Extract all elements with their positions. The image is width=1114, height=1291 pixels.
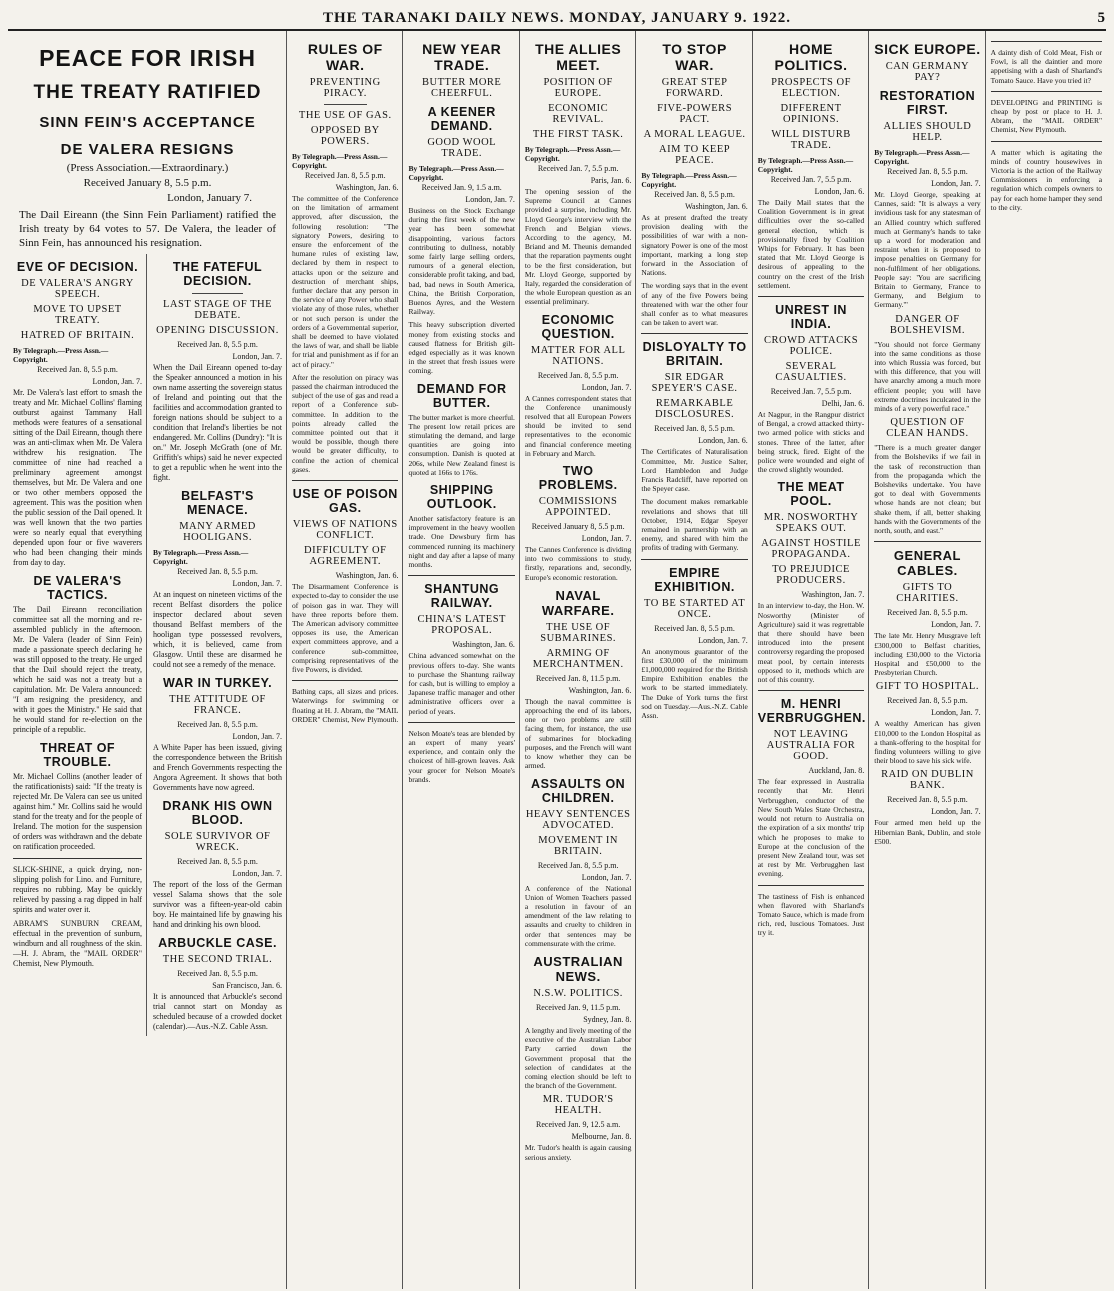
divider (758, 690, 864, 691)
dateline: London, Jan. 7. (232, 352, 283, 361)
article-body: China advanced somewhat on the previous offers to-day. She wants to purchase the Shantung railway for cash, but is willing to employ a Japanese traffic manager and other administrative officers over a period of years. (408, 651, 515, 716)
article-body: Business on the Stock Exchange during the first week of the new year has been somewhat disappointing, various factors contributing to dullness, notably some fairly large selling orders, rumours of a general election, considerable profit taking, and bad, bad, bad news in South America, China, the British Corporation, Buenos Ayres, and the Western Railway. (408, 206, 515, 317)
received-line: Received January 8, 5.5 p.m. (83, 177, 212, 189)
subhead: MOVE TO UPSET TREATY. (33, 304, 122, 326)
dateline: Melbourne, Jan. 8. (571, 1132, 632, 1142)
col1-right (153, 254, 282, 1036)
received-line: Received Jan. 8, 5.5 p.m. (887, 608, 968, 618)
divider (192, 293, 244, 294)
headline-drank-his-own-blood: DRANK HIS OWN BLOOD. (162, 799, 273, 827)
article-body: As at present drafted the treaty provision dealing with the possibilities of war with a non-signatory Power is one of the most important, marking a long step forward in the Association of Nations. (641, 213, 748, 278)
telegraph-line: By Telegraph.—Press Assn.—Copyright. (524, 145, 621, 163)
dateline: London, Jan. 7. (581, 382, 632, 392)
received-line: Received Jan. 9, 12.5 a.m. (536, 1120, 621, 1130)
received-line: Received Jan. 8, 5.5 p.m. (887, 795, 968, 805)
subhead: THE SECOND TRIAL. (162, 954, 273, 965)
column-new-year-trade (403, 31, 519, 1289)
headline-threat-of-trouble: THREAT OF TROUBLE. (39, 741, 116, 769)
received-line: Received Jan. 8, 5.5 p.m. (304, 171, 386, 180)
article-body: This heavy subscription diverted money from existing stocks and caused flatness for British gilt-edged especially as it was known in the street that fresh issues were coming. (408, 320, 515, 376)
telegraph-line: By Telegraph.—Press Assn.—Copyright. (292, 152, 388, 170)
article-body: A matter which is agitating the minds of country housewives in Victoria is the action of the Railway Commissioners in enforcing a regulation which compels owners to pay for each home hamper they send to the city. (990, 147, 1103, 212)
article-body: Mr. Lloyd George, speaking at Cannes, said: "It is always a very invidious task for any statesman of an Allied country which suffered much at Germany's hands to take up a word for moderation and restraint when it is proposed to impose penalties on Germany for non-fulfilment of her obligations. People say: 'You are sacrificing Britain to Germany, France to Germany, and Belgium to Germany.'" (874, 190, 981, 310)
headline-home-politics: HOME POLITICS. (774, 41, 848, 73)
article-body: At an inquest on nineteen victims of the recent Belfast disorders the police inspector declared about seven thousand Belfast members of the hooligan type possessed revolvers, which, it is believed, came from Glasgow. Until these are disarmed he could not see a remedy of the menace. (153, 590, 283, 669)
headline-belfasts-menace: BELFAST'S MENACE. (181, 489, 254, 517)
divider (292, 680, 398, 681)
divider (408, 722, 514, 723)
column-allies-meet (520, 31, 636, 1289)
dateline: London, Jan. 7. (92, 377, 143, 386)
article-body: Four armed men held up the Hibernian Bank, Dublin, and stole £500. (874, 818, 981, 846)
article-body: The Cannes Conference is dividing into two commissions to study, firstly, reparations and, secondly, Europe's economic restoration. (524, 545, 632, 582)
subhead: LAST STAGE OF THE DEBATE. (162, 299, 273, 321)
subhead-clean-hands: QUESTION OF CLEAN HANDS. (886, 417, 969, 440)
headline-peace-for-irish: PEACE FOR IRISH (39, 45, 256, 71)
headline-naval-warfare: NAVAL WARFARE. (541, 587, 615, 618)
article-body: Another satisfactory feature is an improvement in the heavy woollen trade. One Dewsbury firm has commenced running its machinery night and day after a lapse of many months. (408, 514, 515, 570)
headline-disloyalty-to-britain: DISLOYALTY TO BRITAIN. (642, 340, 747, 369)
headline-henri-verbrugghen: M. HENRI VERBRUGGHEN. (757, 697, 866, 726)
article-body: The Daily Mail states that the Coalition Government is in great difficulties over the so-called general election, which is provisionally fixed by Coalition Whips for February. It has been stated that Mr. Lloyd George is desirous of appealing to the country on the crest of the Irish settlement. (757, 198, 865, 290)
dateline: London, Jan. 7. (581, 534, 632, 544)
subhead: COMMISSIONS APPOINTED. (538, 496, 618, 519)
subhead: MR. NOSWORTHY SPEAKS OUT. (763, 512, 859, 535)
headline-assaults-on-children: ASSAULTS ON CHILDREN. (531, 776, 626, 805)
column-home-politics (753, 31, 869, 1289)
dateline: Delhi, Jan. 6. (821, 399, 865, 409)
article-body: When the Dail Eireann opened to-day the Speaker announced a motion in his own name asserting the sovereign status of Ireland and pointing out that the facilities and accommodation granted to foreign nations should be subject to a condition that Ireland's liberties be not endangered. Mr. Collins (Dundry): "It is on." Mr. Joseph McGrath (one of Mr. Griffith's whips) said he never expected to get a republic when he went into the fight. (153, 363, 283, 482)
headline-meat-pool: THE MEAT POOL. (777, 480, 845, 509)
col1-left (13, 254, 147, 1036)
subhead: THE USE OF SUBMARINES. (540, 621, 617, 644)
article-body: An anonymous guarantor of the first £30,000 of the minimum £1,000,000 required for the British Empire Exhibition enables the work to be started immediately. The Duke of York turns the first sod on Tuesday.—Aus.-N.Z. Cable Assn. (641, 646, 748, 721)
subhead: DE VALERA'S ANGRY SPEECH. (21, 278, 134, 300)
subhead: POSITION OF EUROPE. (543, 77, 613, 99)
subhead: VIEWS OF NATIONS CONFLICT. (292, 519, 398, 542)
article-body: The fear expressed in Australia recently that Mr. Henri Verbrugghen, conductor of the New South Wales State Orchestra, would not return to Australia on the expiration of a six months' trip which he proposes to make to Europe at the conclusion of the present New Zealand tour, was set at rest by Mr. Verbrugghen last evening. (757, 777, 865, 879)
divider (641, 333, 747, 334)
subhead: ARMING OF MERCHANTMEN. (532, 647, 624, 670)
subhead-raid-on-dublin-bank: RAID ON DUBLIN BANK. (881, 769, 974, 792)
headline-general-cables: GENERAL CABLES. (893, 548, 961, 579)
headline-two-problems: TWO PROBLEMS. (538, 464, 618, 493)
article-body: A White Paper has been issued, giving the correspondence between the British and French Governments respecting the Angora Agreement. It shows that both Governments have now agreed. (153, 743, 283, 792)
subhead: SEVERAL CASUALTIES. (775, 361, 847, 384)
headline-fateful-decision: THE FATEFUL DECISION. (172, 260, 263, 288)
headline-de-valeras-tactics: DE VALERA'S TACTICS. (33, 574, 122, 602)
telegraph-line: By Telegraph.—Press Assn.—Copyright. (153, 548, 249, 566)
article-body: At Nagpur, in the Rangpur district of Bengal, a crowd attacked thirty-two armed police with sticks and stones. Three of the latter, after being struck, fired. Eight of the police were wounded and eight of the crowd slightly wounded. (757, 410, 865, 475)
divider (758, 885, 864, 886)
received-line: Received Jan. 9, 1.5 a.m. (421, 183, 502, 192)
advert-sunburn-cream: ABRAM'S SUNBURN CREAM, effectual in the prevention of sunburn, windburn and all roughness of the skin.—H. J. Abram, the "MAIL ORDER" Chemist, New Plymouth. (13, 919, 143, 968)
headline-arbuckle-case: ARBUCKLE CASE. (158, 936, 277, 950)
subhead: SOLE SURVIVOR OF WRECK. (164, 831, 271, 853)
headline-australian-news: AUSTRALIAN NEWS. (533, 953, 623, 984)
dateline: London, Jan. 7. (931, 620, 981, 630)
subhead: MOVEMENT IN BRITAIN. (538, 834, 618, 857)
col1-split (13, 254, 282, 1036)
article-body: The report of the loss of the German vessel Salama shows that the sole survivor was a fifteen-year-old cabin boy. He maintained life by gnawing his hand and drinking his own blood. (153, 880, 283, 929)
headline-sick-europe: SICK EUROPE. (874, 41, 981, 57)
article-body: The Dail Eireann reconciliation committee sat all the morning and re-assembled publicly in the afternoon. Mr. De Valera (leader of Sinn Fein) made a passionate speech declaring he was still opposed to the treaty. He urged that the Dail should reject the treaty, which he said was not a treaty but a capitulation. Mr. De Valera announced: "I am resigning the presidency, and with it goes the Ministry." He said that he would stand for re-election on the principle of a republic. (13, 605, 143, 734)
dateline: San Francisco, Jan. 6. (212, 981, 283, 990)
dateline: London, January 7. (167, 192, 253, 204)
subhead: THE USE OF GAS. (298, 110, 392, 121)
subhead: CROWD ATTACKS POLICE. (763, 335, 859, 358)
headline-allies-meet: THE ALLIES MEET. (535, 41, 622, 73)
masthead-title: THE TARANAKI DAILY NEWS. MONDAY, JANUARY 9. 1922. (322, 10, 792, 26)
dateline: London, Jan. 7. (465, 195, 515, 204)
column-peace-for-irish (8, 31, 287, 1289)
advert-slick-shine: SLICK-SHINE, a quick drying, non-slipping polish for Lino. and Furniture, requires no rubbing. May be quickly relieved by passing a rag dipped in half spirits and water over it. (13, 865, 143, 914)
column-shantung-and-ads (986, 31, 1106, 1289)
article-body: "There is a much greater danger from the Bolsheviks if we fail in the task of reconstruction than from the propaganda which the Bolsheviks undertake. You have got to deal with Governments whose hands are not clean; but shake them, if all, better shaking hands with the Governments of the north, south, and east." (874, 443, 981, 536)
article-body: "You should not force Germany into the same conditions as those into which Russia was forced, but with this difference, that you will have anarchy among a much more efficient people; you will have extreme doctrines inculcated in the minds of a very powerful race." (874, 339, 981, 414)
subhead-danger-of-bolshevism: DANGER OF BOLSHEVISM. (889, 313, 966, 336)
headline-treaty-ratified: THE TREATY RATIFIED (33, 82, 262, 103)
article-body: Mr. Tudor's health is again causing serious anxiety. (524, 1143, 632, 1162)
received-line: Received Jan. 8, 11.5 p.m. (535, 673, 621, 683)
subhead: THE ATTITUDE OF FRANCE. (169, 694, 266, 716)
headline-use-of-poison-gas: USE OF POISON GAS. (292, 487, 398, 516)
column-sick-europe (869, 31, 985, 1289)
subhead: REMARKABLE DISCLOSURES. (654, 398, 735, 421)
subhead-keener-demand: A KEENER DEMAND. (427, 105, 496, 133)
article-body: After the resolution on piracy was passed the chairman introduced the subject of the use of gas and read a report of a Conference sub-committee. In addition to the points already called the committee pointed out that it would be possible, though there would be greater difficulty, to confine the action of chemical gases. (292, 372, 399, 474)
divider (292, 480, 398, 481)
article-body: The Certificates of Naturalisation Committee, Mr. Justice Salter, Lord Hambledon and Judge Francis Radcliff, have reported on the Speyer case. (641, 447, 748, 494)
telegraph-line: By Telegraph.—Press Assn.—Copyright. (13, 346, 109, 364)
received-line: Received Jan. 8, 5.5 p.m. (887, 167, 968, 176)
article-body: In an interview to-day, the Hon. W. Nosworthy (Minister of Agriculture) said it was regrettable that there should have been introduced into the present controversy regarding the proposed meat pool, by certain interests opposed to it, methods which are not of this country. (757, 601, 865, 685)
divider (324, 104, 367, 105)
article-body: Mr. De Valera's last effort to smash the treaty and Mr. Michael Collins' flaming outburst against Tammany Hall methods were features of a sensational sitting of the Dail Eireann, though there was an anti-climax when Mr. De Valera withdrew his resignation. The committee of nine had reached a preliminary agreement amongst themselves, but Mr. De Valera and one or two other members opposed the agreement. This was the position when the public session of the Dail opened. It was well known that the two parties were so nearly equal that everything depended upon four or five waverers who had been changing their minds from day to day. (13, 388, 143, 567)
divider (408, 575, 514, 576)
divider (991, 141, 1102, 142)
received-line: Received Jan. 7, 5.5 p.m. (770, 175, 852, 184)
subhead: MANY ARMED HOOLIGANS. (179, 521, 256, 543)
lead-paragraph: The Dail Eireann (the Sinn Fein Parliament) ratified the Irish treaty by 64 votes to 57. De Valera, the leader of Sinn Fein, has announced his resignation. (19, 209, 277, 249)
article-body: The late Mr. Henry Musgrave left £300,000 to Belfast charities, including £30,000 to the Victoria Hospital and £50,000 to the Presbyterian Church. (874, 631, 981, 678)
received-line: Received Jan. 8, 5.5 p.m. (537, 370, 619, 380)
divider (874, 541, 980, 542)
received-line: Received Jan. 9, 11.5 p.m. (535, 1002, 621, 1012)
subhead: A MORAL LEAGUE. (643, 129, 746, 140)
article-body: The opening session of the Supreme Council at Cannes provided a surprise, including Mr. Lloyd George's interview with the French and Belgian views. According to the agency, M. Briand and M. Theunis demanded that the reparation payments ought to be the first consideration, but Mr. Lloyd George, supported by Italy, regarded the consideration of the whole European question as an essential preliminary. (524, 187, 632, 307)
headline-shantung-railway: SHANTUNG RAILWAY. (424, 582, 500, 611)
received-line: Received Jan. 8, 5.5 p.m. (654, 424, 735, 434)
dateline: Washington, Jan. 7. (801, 590, 865, 600)
agency-line: (Press Association.—Extraordinary.) (66, 162, 229, 174)
article-body: It is announced that Arbuckle's second trial cannot start on Monday as scheduled because of a crowded docket (calendar).—Aus.-N.Z. Cable Assn. (153, 992, 283, 1031)
received-line: Received Jan. 8, 5.5 p.m. (887, 696, 968, 706)
subhead: THE FIRST TASK. (532, 129, 624, 140)
subhead: GREAT STEP FORWARD. (661, 77, 728, 99)
headline-rules-of-war: RULES OF WAR. (307, 41, 383, 73)
dateline: London, Jan. 7. (232, 732, 283, 741)
dateline: Sydney, Jan. 8. (583, 1014, 632, 1024)
dateline: London, Jan. 7. (581, 872, 632, 882)
article-body: A Cannes correspondent states that the Conference unanimously resolved that all European Powers should be invited to send representatives to the economic and financial conference meeting in February and March. (524, 393, 632, 458)
subhead: GIFTS TO CHARITIES. (896, 582, 959, 605)
dateline: London, Jan. 6. (814, 187, 865, 196)
article-body: A lengthy and lively meeting of the executive of the Australian Labor Party carried down the Government proposal that the selection of candidates at the coming election should be left to the branch of the Government. (524, 1025, 632, 1091)
subhead: ECONOMIC REVIVAL. (548, 103, 609, 125)
received-line: Received Jan. 8, 5.5 p.m. (537, 860, 619, 870)
subhead: MATTER FOR ALL NATIONS. (530, 344, 626, 367)
dateline: Washington, Jan. 6. (335, 183, 399, 192)
subhead: HEAVY SENTENCES ADVOCATED. (525, 808, 631, 831)
received-line: Received Jan. 8, 5.5 p.m. (654, 190, 735, 199)
subhead: GOOD WOOL TRADE. (427, 137, 497, 159)
divider (991, 41, 1102, 42)
received-line: Received Jan. 8, 5.5 p.m. (177, 857, 258, 866)
subhead: NOT LEAVING AUSTRALIA FOR GOOD. (766, 729, 856, 763)
dateline: Washington, Jan. 6. (685, 202, 748, 211)
subhead: TO PREJUDICE PRODUCERS. (772, 564, 850, 587)
headline-war-in-turkey: WAR IN TURKEY. (162, 676, 273, 690)
subhead: SIR EDGAR SPEYER'S CASE. (651, 372, 738, 395)
received-line: Received Jan. 8, 5.5 p.m. (177, 969, 258, 978)
article-body: Mr. Michael Collins (another leader of the ratificationists) said: "If the treaty is rejected Mr. De Valera can see us united against him." Mr. Collins said he would stand for the treaty and for the people of Ireland. The motion for the suspension of orders was withdrawn and the debate on ratification proceeded. (13, 772, 143, 851)
columns (8, 31, 1106, 1289)
headline-eve-of-decision: EVE OF DECISION. (16, 260, 139, 274)
dateline: London, Jan. 7. (698, 635, 748, 645)
divider (758, 296, 864, 297)
article-body: A conference of the National Union of Women Teachers passed a resolution in favour of an amendment of the law relating to assaults and cruelty to children in order that sentences may be commensurate with the crime. (524, 883, 632, 948)
subhead: AIM TO KEEP PEACE. (659, 144, 731, 166)
received-line: Received January 8, 5.5 p.m. (531, 522, 625, 532)
headline-sinn-fein-acceptance: SINN FEIN'S ACCEPTANCE (39, 114, 256, 131)
headline-economic-question: ECONOMIC QUESTION. (541, 312, 615, 341)
headline-de-valera-resigns: DE VALERA RESIGNS (60, 141, 235, 158)
subhead: PREVENTING PIRACY. (309, 77, 381, 99)
subhead-tudors-health: MR. TUDOR'S HEALTH. (542, 1094, 614, 1117)
column-rules-of-war (287, 31, 403, 1289)
subhead: TO BE STARTED AT ONCE. (644, 597, 746, 620)
headline-unrest-in-india: UNREST IN INDIA. (775, 303, 847, 332)
dateline: London, Jan. 7. (931, 708, 981, 718)
dateline: London, Jan. 6. (698, 436, 748, 446)
telegraph-line: By Telegraph.—Press Assn.—Copyright. (757, 156, 854, 174)
subhead: WILL DISTURB TRADE. (771, 129, 851, 151)
article-body: A wealthy American has given £10,000 to the London Hospital as a thank-offering to the hospital for finding volunteers willing to give their blood to save his sick wife. (874, 719, 981, 766)
article-body: The Disarmament Conference is expected to-day to consider the use of poison gas in war. They will have three reports before them. The American advisory committee opposes its use, the American expert committees approve, and a conference sub-committee, comprising representatives of the five Powers, is divided. (292, 582, 399, 674)
received-line: Received Jan. 7, 5.5 p.m. (770, 387, 852, 397)
subhead: ALLIES SHOULD HELP. (883, 121, 972, 143)
received-line: Received Jan. 8, 5.5 p.m. (37, 365, 118, 374)
subhead: CHINA'S LATEST PROPOSAL. (417, 614, 506, 637)
subhead: OPPOSED BY POWERS. (310, 125, 380, 147)
article-body: The butter market is more cheerful. The present low retail prices are stimulating the demand, and large quantities are going into consumption. Danish is quoted at 206s, while New Zealand finest is quoted at 166s to 176s. (408, 412, 515, 477)
divider (13, 858, 142, 859)
dateline: London, Jan. 7. (931, 179, 981, 188)
subhead: DIFFICULTY OF AGREEMENT. (304, 545, 387, 568)
received-line: Received Jan. 7, 5.5 p.m. (537, 164, 619, 173)
divider (641, 559, 747, 560)
dateline: Paris, Jan. 6. (590, 176, 632, 185)
advert-bathing-caps: Bathing caps, all sizes and prices. Waterwings for swimming or floating at H. J. Abram, the "MAIL ORDER" Chemist, New Plymouth. (292, 687, 399, 724)
masthead (8, 0, 1106, 31)
telegraph-line: By Telegraph.—Press Assn.—Copyright. (874, 148, 970, 166)
received-line: Received Jan. 8, 5.5 p.m. (177, 340, 258, 349)
received-line: Received Jan. 8, 5.5 p.m. (177, 720, 258, 729)
dateline: London, Jan. 7. (232, 869, 283, 878)
headline-demand-for-butter: DEMAND FOR BUTTER. (416, 381, 507, 410)
column-to-stop-war (636, 31, 752, 1289)
subhead-restoration-first: RESTORATION FIRST. (879, 89, 976, 117)
telegraph-line: By Telegraph.—Press Assn.—Copyright. (408, 164, 504, 182)
subhead: DIFFERENT OPINIONS. (780, 103, 842, 125)
headline-shipping-outlook: SHIPPING OUTLOOK. (426, 483, 497, 512)
subhead: FIVE-POWERS PACT. (657, 103, 733, 125)
dateline: Washington, Jan. 6. (335, 571, 399, 581)
article-body: The document makes remarkable revelations and shows that till October, 1914, Edgar Speyer remained in partnership with an enemy, and shared with him the profits of trading with Germany. (641, 497, 748, 553)
dateline: Auckland, Jan. 8. (808, 766, 865, 776)
article-body: The committee of the Conference on the limitation of armament approved, after discussion, the following resolution: "The signatory Powers, desiring to ensure the enforcement of the humane rules of existing law, declared by them in respect to attacks upon or the seizure and destruction of merchant ships, further declare that any person in the service of any Power who shall violate any of those rules, whether or not such person is under the orders of a Governmental superior, shall be deemed to have violated the laws of war, and shall be liable for trial and punishment as if for an act of piracy." (292, 194, 399, 369)
subhead: OPENING DISCUSSION. (156, 325, 279, 336)
received-line: Received Jan. 8, 5.5 p.m. (177, 567, 258, 576)
advert-nelson-moate: Nelson Moate's teas are blended by an expert of many years' experience, and contain only the choicest of hill-grown leaves. Ask your grocer for Nelson Moate's brands. (408, 728, 515, 784)
article-body: Though the naval committee is approaching the end of its labors, one or two problems are still facing them, for instance, the use of submarines for blockading purposes, and the French will want to know whether they can be armed. (524, 696, 632, 771)
subhead: PROSPECTS OF ELECTION. (771, 77, 851, 99)
advert-cold-meat-sauce: A dainty dish of Cold Meat, Fish or Fowl, is all the daintier and more appetising with a dash of Sharland's Tomato Sauce. Have you tried it? (990, 48, 1103, 85)
received-line: Received Jan. 8, 5.5 p.m. (654, 623, 735, 633)
dateline: Washington, Jan. 6. (568, 685, 632, 695)
telegraph-line: By Telegraph.—Press Assn.—Copyright. (641, 171, 737, 189)
subhead: BUTTER MORE CHEERFUL. (422, 77, 502, 99)
headline-to-stop-war: TO STOP WAR. (662, 41, 727, 73)
dateline: Washington, Jan. 6. (452, 640, 515, 650)
divider (991, 91, 1102, 92)
headline-new-year-trade: NEW YEAR TRADE. (422, 41, 502, 73)
subhead: AGAINST HOSTILE PROPAGANDA. (761, 538, 861, 561)
advert-sharland-sauce: The tastiness of Fish is enhanced when flavored with Sharland's Tomato Sauce, which is made from rich, red, luscious Tomatoes. Just try it. (757, 891, 865, 938)
headline-empire-exhibition: EMPIRE EXHIBITION. (654, 565, 735, 594)
article-body: The wording says that in the event of any of the five Powers being threatened with war the other four shall confer as to what measures can be taken to avert war. (641, 281, 748, 328)
page-number: 5 (1097, 10, 1106, 26)
dateline: London, Jan. 7. (931, 807, 981, 817)
advert-developing-printing: DEVELOPING and PRINTING is cheap by post or place to H. J. Abram, the "MAIL ORDER" Chemist, New Plymouth. (990, 97, 1103, 135)
subhead: HATRED OF BRITAIN. (20, 330, 135, 341)
subhead-gift-to-hospital: GIFT TO HOSPITAL. (875, 681, 979, 693)
subhead: CAN GERMANY PAY? (885, 61, 970, 83)
subhead: N.S.W. POLITICS. (533, 987, 623, 999)
dateline: London, Jan. 7. (232, 579, 283, 588)
